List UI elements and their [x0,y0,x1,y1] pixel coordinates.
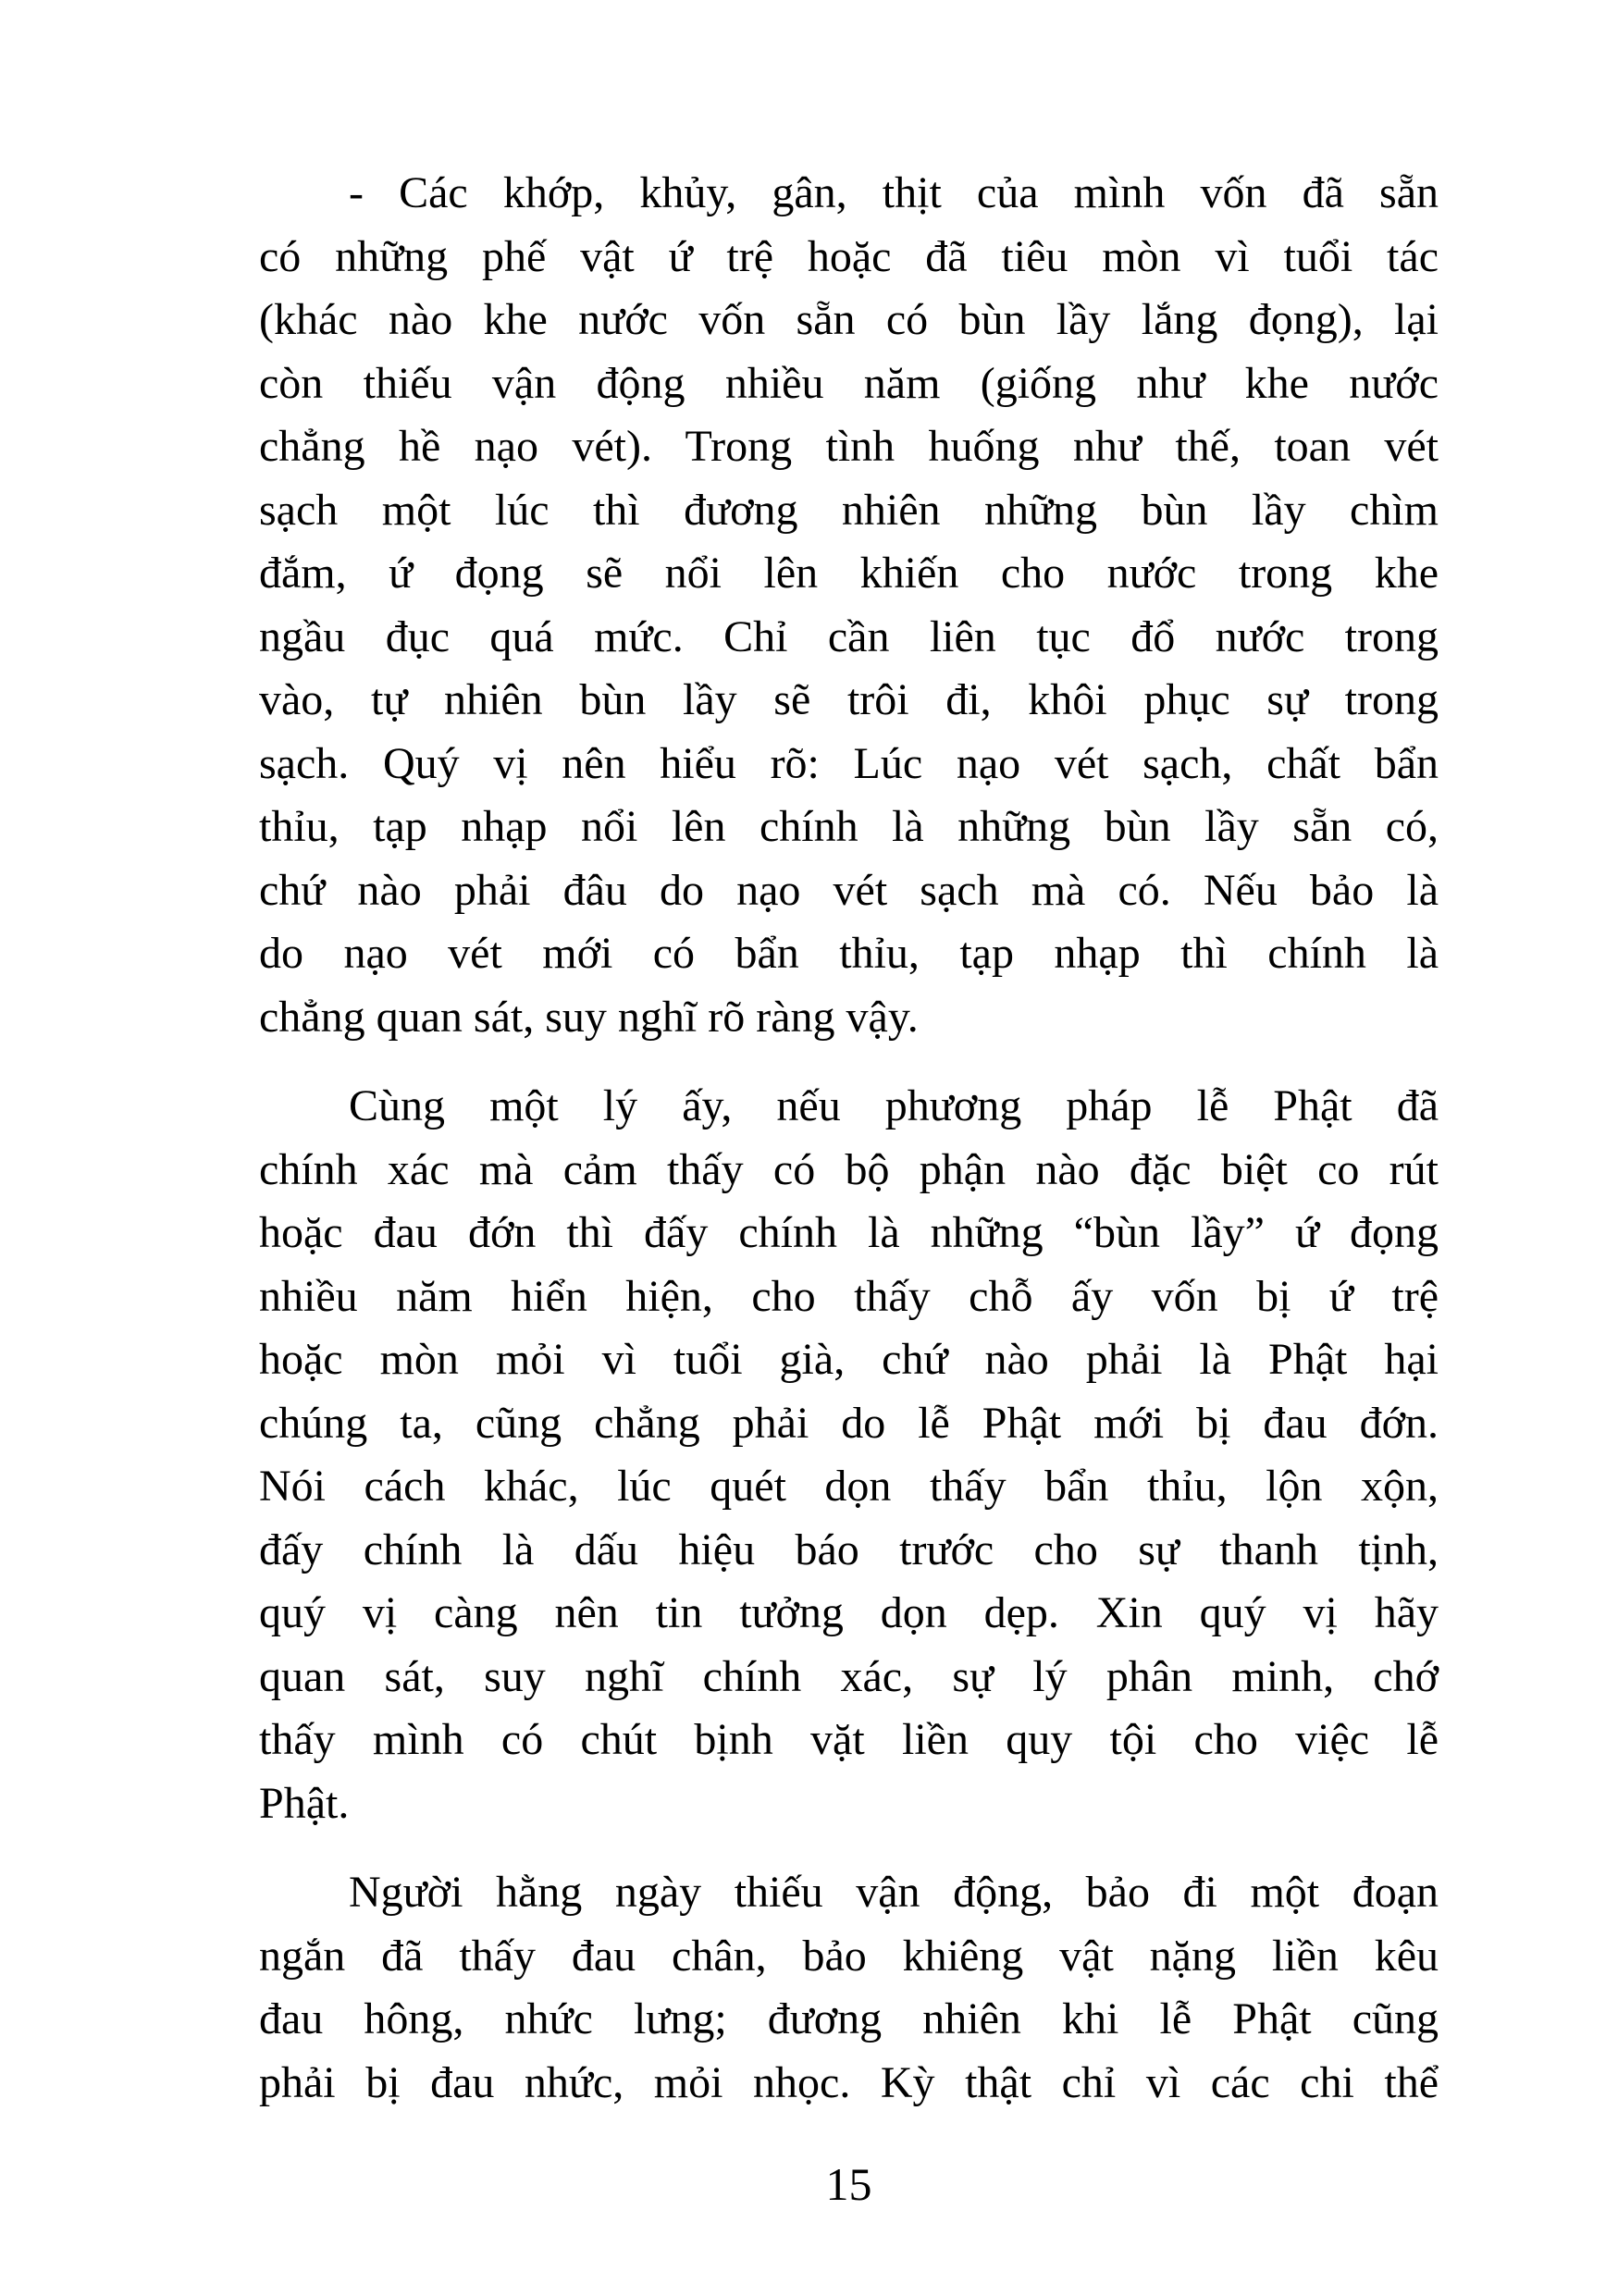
text-line: (khác nào khe nước vốn sẵn có bùn lầy lắng đọng), lại [259,295,1439,344]
text-line: đau hông, nhức lưng; đương nhiên khi lễ Phật cũng [259,1994,1439,2043]
text-line: vào, tự nhiên bùn lầy sẽ trôi đi, khôi phục sự trong [259,675,1439,724]
text-line: còn thiếu vận động nhiều năm (giống như khe nước [259,358,1439,408]
text-line: Người hằng ngày thiếu vận động, bảo đi một đoạn [349,1868,1439,1917]
text-line: phải bị đau nhức, mỏi nhọc. Kỳ thật chỉ vì các chi thể [259,2057,1439,2107]
text-line: do nạo vét mới có bẩn thỉu, tạp nhạp thì chính là [259,929,1439,978]
text-line: chứ nào phải đâu do nạo vét sạch mà có. Nếu bảo là [259,865,1439,915]
text-line: thỉu, tạp nhạp nổi lên chính là những bùn lầy sẵn có, [259,802,1439,851]
text-line: chẳng hề nạo vét). Trong tình huống như thế, toan vét [259,422,1439,471]
text-line: hoặc đau đớn thì đấy chính là những “bùn lầy” ứ đọng [259,1208,1439,1257]
text-line: chẳng quan sát, suy nghĩ rõ ràng vậy. [259,992,919,1042]
text-line: đắm, ứ đọng sẽ nổi lên khiến cho nước trong khe [259,549,1439,598]
text-line: nhiều năm hiển hiện, cho thấy chỗ ấy vốn bị ứ trệ [259,1271,1439,1321]
text-line: quan sát, suy nghĩ chính xác, sự lý phân minh, chớ [259,1651,1439,1701]
paragraph-2 [259,1075,1439,1835]
body-text [259,162,1439,2115]
text-line: quý vị càng nên tin tưởng dọn dẹp. Xin quý vị hãy [259,1588,1439,1637]
text-line: đấy chính là dấu hiệu báo trước cho sự thanh tịnh, [259,1524,1439,1574]
text-line: chính xác mà cảm thấy có bộ phận nào đặc biệt co rút [259,1144,1439,1194]
text-line: có những phế vật ứ trệ hoặc đã tiêu mòn vì tuổi tác [259,231,1439,281]
paragraph-1 [259,162,1439,1049]
text-line: - Các khớp, khủy, gân, thịt của mình vốn đã sẵn [349,168,1439,217]
text-line: Phật. [259,1778,350,1828]
text-line: chúng ta, cũng chẳng phải do lễ Phật mới bị đau đớn. [259,1398,1439,1448]
page-number: 15 [825,2158,872,2210]
text-line: sạch. Quý vị nên hiểu rõ: Lúc nạo vét sạch, chất bẩn [259,738,1439,788]
text-line: ngầu đục quá mức. Chỉ cần liên tục đổ nước trong [259,611,1439,661]
text-line: ngắn đã thấy đau chân, bảo khiêng vật nặng liền kêu [259,1931,1439,1981]
text-line: Nói cách khác, lúc quét dọn thấy bẩn thỉu, lộn xộn, [259,1462,1439,1511]
text-line: Cùng một lý ấy, nếu phương pháp lễ Phật đã [349,1081,1439,1130]
text-line: sạch một lúc thì đương nhiên những bùn lầy chìm [259,485,1439,535]
text-line: thấy mình có chút bịnh vặt liền quy tội cho việc lễ [259,1715,1439,1764]
paragraph-3 [259,1861,1439,2115]
text-line: hoặc mòn mỏi vì tuổi già, chứ nào phải là Phật hại [259,1335,1439,1384]
